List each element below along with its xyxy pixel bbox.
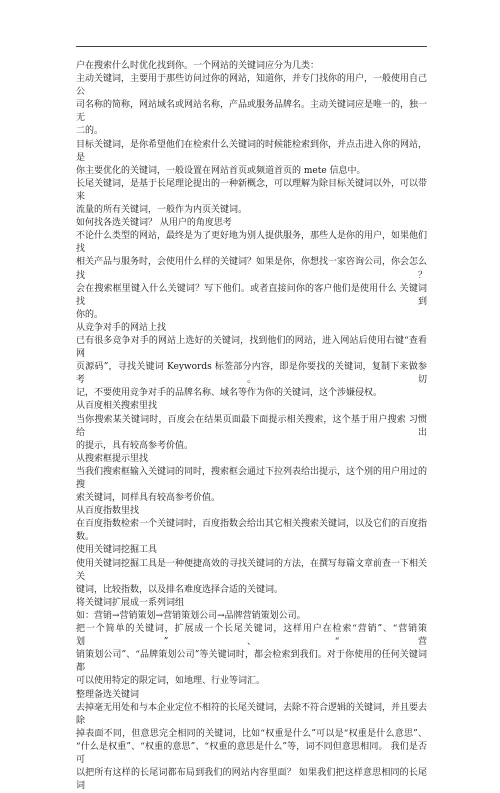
text-line: 记，不要使用竞争对手的品牌名称、域名等作为你的关键词，这个涉嫌侵权。 [76, 388, 383, 399]
text-line: 如何找各选关键词？ 从用户的角度思考 [76, 218, 232, 229]
text-line: 可以使用特定的限定词，如地理、行业等词汇。 [76, 676, 266, 687]
text-line: 掉表面不同，但意思完全相同的关键词，比如“权重是什么”可以是“权重是什么意思”、 [76, 728, 427, 739]
text-line: 使用关键词挖掘工具 [76, 545, 158, 556]
text-line: 你的。 [76, 309, 104, 320]
text-line: 二的。 [76, 126, 104, 137]
text-line: 将关键词扩展成一系列词组 [76, 597, 185, 608]
text-line: 索关键词，同样具有较高参考价值。 [76, 493, 221, 504]
text-line: “什么是权重”、“权重的意思”、“权重的意思是什么”等，词不同但意思相同。 我们是否可 [76, 741, 427, 765]
text-line: 整理备选关键词 [76, 689, 140, 700]
text-line: 目标关键词，是你希望他们在检索什么关键词的时候能检索到你，并点击进入你的网站，是 [76, 139, 428, 163]
text-line: 去掉毫无用处和与本企业定位不相符的长尾关键词，去除不符合逻辑的关键词，并且要去除 [76, 702, 428, 726]
text-line: 从竞争对手的网站上找 [76, 322, 167, 333]
header-rule [76, 46, 427, 47]
text-line: 以把所有这样的长尾词都布局到我们的网站内容里面？ 如果我们把这样意思相同的长尾词 [76, 768, 427, 792]
document-body [76, 60, 427, 793]
text-line: 长尾关键词，是基于长尾理论提出的一种新概念，可以理解为除目标关键词以外，可以带来 [76, 178, 428, 202]
text-line: 销策划公司”、“品牌策划公司”等关键词时，都会检索到我们。对于你使用的任何关键词都 [76, 650, 427, 674]
text-line: 键词，比较指数，以及排名难度选择合适的关键词。 [76, 584, 284, 595]
document-page [76, 46, 428, 792]
text-line: 主动关键词，主要用于那些访问过你的网站，知道你，并专门找你的用户，一般使用自己公 [76, 74, 428, 98]
text-line: 当我们搜索框输入关键词的同时，搜索框会通过下拉列表给出提示，这个别的用户用过的搜 [76, 466, 428, 490]
text-line: 司名称的简称，网站域名或网站名称，产品或服务品牌名。主动关键词应是唯一的，独一无 [76, 100, 428, 124]
text-line: 户在搜索什么时优化找到你。一个网站的关键词应分为几类： [76, 61, 320, 71]
text-line: 会在搜索框里键入什么关键词？写下他们。或者直接问你的客户他们是使用什么 关键词找到 [76, 283, 427, 307]
text-line: 当你搜索某关键词时，百度会在结果页面最下面提示相关搜索，这个基于用户搜索 习惯给出 [76, 414, 427, 438]
text-line: 不论什么类型的网站，最终是为了更好地为别人提供服务，那些人是你的用户，如果他们找 [76, 231, 428, 255]
text-line: 把一个简单的关键词，扩展成一个长尾关键词，这样用户在检索“营销”、“营销策划”、“营 [76, 624, 427, 648]
text-line: 从百度相关搜索里找 [76, 401, 158, 412]
text-line: 数。 [76, 532, 95, 543]
text-line: 的提示，具有较高参考价值。 [76, 440, 194, 451]
text-line: 如：营销→营销策划→营销策划公司→品牌营销策划公司。 [76, 610, 306, 621]
text-line: 使用关键词挖掘工具是一种便捷高效的寻找关键词的方法，在撰写每篇文章前查一下相关关 [76, 558, 428, 582]
text-line: 你主要优化的关键词，一般设置在网站首页或频道首页的 mete 信息中。 [76, 165, 366, 176]
text-line: 相关产品与服务时，会使用什么样的关键词？如果是你，你想找一家咨询公司，你会怎么找？ [76, 257, 428, 281]
text-line: 已有很多竞争对手的网站上选好的关键词，找到他们的网站，进入网站后使用右键“查看网 [76, 335, 427, 360]
text-line: 流量的所有关键词，一般作为内页关键词。 [76, 205, 248, 216]
text-line: 从搜索框提示里找 [76, 453, 149, 464]
text-line: 在百度指数检索一个关键词时，百度指数会给出其它相关搜索关键词，以及它们的百度指 [76, 519, 428, 530]
text-line: 从百度指数里找 [76, 506, 140, 517]
text-line: 页源码”，寻找关键词 Keywords 标签部分内容，即是你要找的关键词，复制下来做参考。切 [76, 362, 427, 386]
